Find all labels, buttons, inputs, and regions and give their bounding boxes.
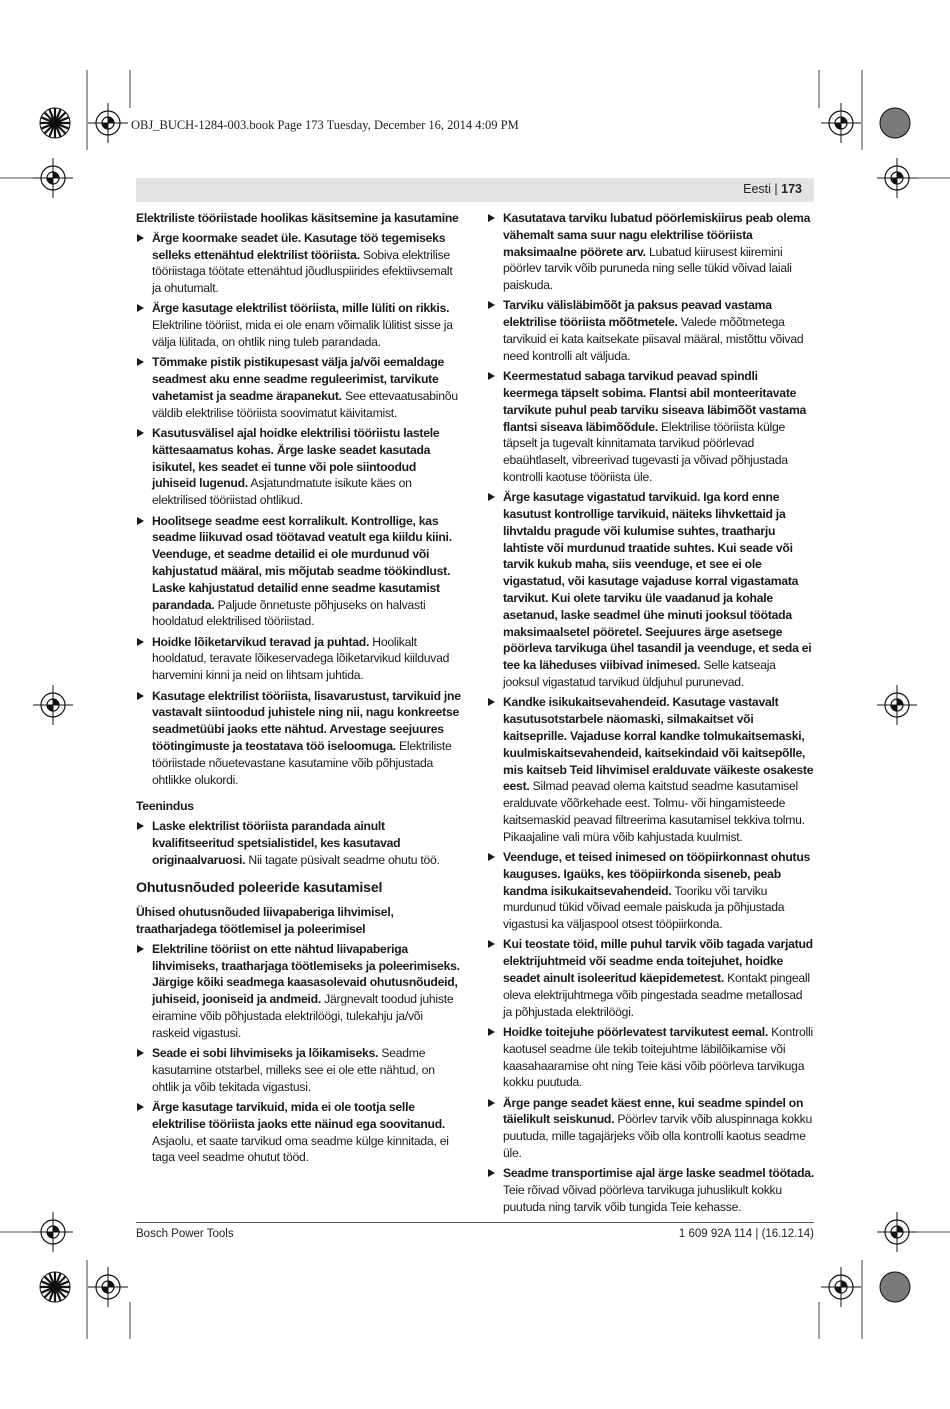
list-item: Kasutage elektrilist tööriista, lisavarustust, tarvikuid jne vastavalt siintoodud juhistele ning nii, nagu konkreetse seadmetüübi jaoks ette nähtud. Arvestage seejuures töötingimuste ja teostatava töö iseloomuga. Elektriliste tööriistade nõuetevastane kasutamine võib põhjustada ohtlikke olukordi. — [136, 688, 463, 789]
triangle-bullet-icon — [137, 234, 144, 242]
handling-list — [136, 230, 463, 789]
triangle-bullet-icon — [488, 940, 495, 948]
print-slug: OBJ_BUCH-1284-003.book Page 173 Tuesday, December 16, 2014 4:09 PM — [131, 118, 519, 132]
section-title-polisher-safety: Ohutusnõuded poleeride kasutamisel — [136, 880, 383, 897]
footer-doc-number: 1 609 92A 114 | (16.12.14) — [678, 1228, 814, 1240]
page-number: 173 — [781, 182, 802, 196]
triangle-bullet-icon — [137, 429, 144, 437]
triangle-bullet-icon — [137, 945, 144, 953]
section-heading-service: Teenindus — [136, 799, 194, 814]
footer-brand: Bosch Power Tools — [136, 1228, 234, 1240]
triangle-bullet-icon — [137, 304, 144, 312]
accessory-safety-list — [487, 210, 814, 1216]
section-heading-handling: Elektriliste tööriistade hoolikas käsitsemine ja kasutamine — [136, 211, 459, 225]
list-item: Kasutatava tarviku lubatud pöörlemiskiirus peab olema vähemalt sama suur nagu elektrilise tööriista maksimaalne pöörete arv. Lubatud kiirusest kiiremini pöörlev tarvik võib puruneda ning selle tükid võivad laiali paiskuda. — [487, 210, 814, 294]
triangle-bullet-icon — [137, 1049, 144, 1057]
triangle-bullet-icon — [488, 853, 495, 861]
list-item: Hoolitsege seadme eest korralikult. Kontrollige, kas seadme liikuvad osad töötavad veatult ega kiildu kiini. Veenduge, et seadme detailid ei ole murdunud või kahjustatud määral, mis mõjutab seadme töökindlust. Laske kahjustatud detailid enne seadme kasutamist parandada. Paljude õnnetuste põhjuseks on halvasti hooldatud elektrilised tööriistad. — [136, 513, 463, 631]
list-item: Hoidke toitejuhe pöörlevatest tarvikutest eemal. Kontrolli kaotusel seadme üle tekib toitejuhtme läbilõikamise või kaasahaaramise oht ning Teie käsi võib pöörleva tarvikuga kokku puutuda. — [487, 1024, 814, 1091]
list-item: Hoidke lõiketarvikud teravad ja puhtad. Hoolikalt hooldatud, teravate lõikeservadega lõiketarvikud kiilduvad harvemini kinni ja neid on lihtsam juhtida. — [136, 634, 463, 684]
list-item: Kasutusvälisel ajal hoidke elektrilisi tööriistu lastele kättesaamatus kohas. Ärge laske seadet kasutada isikutel, kes seadet ei tunne või pole siintoodud juhiseid lugenud. Asjatundmatute isikute käes on elektrilised tööriistad ohtlikud. — [136, 425, 463, 509]
list-item: Kui teostate töid, mille puhul tarvik võib tagada varjatud elektrijuhtmeid või seadme enda toitejuhet, hoidke seadet ainult isoleeritud käepidemetest. Kontakt pingeall oleva elektrijuhtmega võib pingestada seadme metallosad ja põhjustada elektrilöögi. — [487, 936, 814, 1020]
list-item: Tõmmake pistik pistikupesast välja ja/või eemaldage seadmest aku enne seadme reguleerimist, tarvikute vahetamist ja seadme ärapanekut. See ettevaatusabinõu väldib elektrilise tööriista soovimatut käivitamist. — [136, 354, 463, 421]
polisher-safety-list — [136, 941, 463, 1166]
header-language: Eesti — [743, 182, 771, 196]
triangle-bullet-icon — [137, 1103, 144, 1111]
triangle-bullet-icon — [488, 1099, 495, 1107]
running-header — [136, 178, 814, 202]
triangle-bullet-icon — [488, 214, 495, 222]
service-list — [136, 818, 463, 868]
right-column — [487, 210, 814, 1224]
header-separator: | — [774, 182, 778, 196]
triangle-bullet-icon — [488, 1169, 495, 1177]
triangle-bullet-icon — [488, 493, 495, 501]
triangle-bullet-icon — [137, 358, 144, 366]
triangle-bullet-icon — [488, 301, 495, 309]
list-item: Ärge kasutage elektrilist tööriista, mille lüliti on rikkis. Elektriline tööriist, mida ei ole enam võimalik lülitist sisse ja välja lülitada, on ohtlik ning tuleb parandada. — [136, 300, 463, 350]
list-item: Ärge koormake seadet üle. Kasutage töö tegemiseks selleks ettenähtud elektrilist tööriista. Sobiva elektrilise tööriistaga töötate ettenähtud jõudluspiirides efektiivsemalt ja ohutumalt. — [136, 230, 463, 297]
list-item: Veenduge, et teised inimesed on tööpiirkonnast ohutus kauguses. Igaüks, kes tööpiirkonda siseneb, peab kandma isikukaitsevahendeid. Tooriku või tarviku murdunud tükid võivad eemale paiskuda ja põhjustada vigastusi ka väljaspool otsest tööpiirkonda. — [487, 849, 814, 933]
triangle-bullet-icon — [137, 517, 144, 525]
subsection-heading-common-safety: Ühised ohutusnõuded liivapaberiga lihvimisel, traatharjadega töötlemisel ja poleerimisel — [136, 905, 394, 937]
triangle-bullet-icon — [137, 822, 144, 830]
triangle-bullet-icon — [488, 1028, 495, 1036]
footer-rule — [136, 1222, 814, 1223]
list-item: Tarviku välisläbimõõt ja paksus peavad vastama elektrilise tööriista mõõtmetele. Valede mõõtmetega tarvikuid ei kata kaitsekate piisaval määral, mistõttu võivad need kontrolli alt väljuda. — [487, 297, 814, 364]
list-item: Ärge kasutage vigastatud tarvikuid. Iga kord enne kasutust kontrollige tarvikuid, näiteks lihvkettaid ja lihvtaldu pragude või kulumise suhtes, traatharju lahtiste või murdunud traatide suhtes. Kui seade või tarvik kukub maha, siis veenduge, et see ei ole vigastatud, või kasutage vajaduse korral vigastamata tarvikut. Kui olete tarviku üle vaadanud ja kohale asetanud, laske seadmel ühe minuti jooksul töötada maksimaalsetel pööretel. Seejuures ärge asetsege pöörleva tarvikuga ühel tasandil ja veenduge, et seda ei tee ka läheduses viibivad inimesed. Selle katseaja jooksul vigastatud tarvikud üldjuhul purunevad. — [487, 489, 814, 691]
triangle-bullet-icon — [137, 638, 144, 646]
list-item: Seadme transportimise ajal ärge laske seadmel töötada. Teie rõivad võivad pöörleva tarvikuga juhuslikult kokku puutuda ning tarvik võib tungida Teie kehasse. — [487, 1165, 814, 1215]
list-item: Ärge pange seadet käest enne, kui seadme spindel on täielikult seiskunud. Pöörlev tarvik võib aluspinnaga kokku puutuda, mille tagajärjeks võib olla kontrolli kaotus seadme üle. — [487, 1095, 814, 1162]
triangle-bullet-icon — [137, 692, 144, 700]
list-item: Laske elektrilist tööriista parandada ainult kvalifitseeritud spetsialistidel, kes kasutavad originaalvaruosi. Nii tagate püsivalt seadme ohutu töö. — [136, 818, 463, 868]
running-header-text — [743, 182, 802, 196]
list-item: Elektriline tööriist on ette nähtud liivapaberiga lihvimiseks, traatharjaga töötlemiseks ja poleerimiseks. Järgige kõiki seadmega kaasasolevaid ohutusnõudeid, juhiseid, jooniseid ja andmeid. Järgnevalt toodud juhiste eiramine võib põhjustada elektrilöögi, tulekahju ja/või raskeid vigastusi. — [136, 941, 463, 1042]
left-column — [136, 210, 463, 1174]
list-item: Seade ei sobi lihvimiseks ja lõikamiseks. Seadme kasutamine otstarbel, milleks see ei ole ette nähtud, on ohtlik ja võib tekitada vigastusi. — [136, 1045, 463, 1095]
triangle-bullet-icon — [488, 698, 495, 706]
list-item: Keermestatud sabaga tarvikud peavad spindli keermega täpselt sobima. Flantsi abil monteeritavate tarvikute puhul peab tarviku siseava läbimõõt vastama flantsi siseava läbimõõdule. Elektrilise tööriista külge täpselt ja tugevalt kinnitamata tarvikud pöörlevad ebaühtlaselt, vibreerivad tugevasti ja võivad põhjustada kontrolli kaotuse tööriista üle. — [487, 368, 814, 486]
list-item: Ärge kasutage tarvikuid, mida ei ole tootja selle elektrilise tööriista jaoks ette näinud ega soovitanud. Asjaolu, et saate tarvikud oma seadme külge kinnitada, ei taga veel seadme ohutut tööd. — [136, 1099, 463, 1166]
triangle-bullet-icon — [488, 372, 495, 380]
list-item: Kandke isikukaitsevahendeid. Kasutage vastavalt kasutusotstarbele näomaski, silmakaitset või kaitseprille. Vajaduse korral kandke tolmukaitsemaski, kuulmiskaitsevahendeid, kaitsekindaid või kaitsepõlle, mis kaitseb Teid lihvimisel eralduvate väikeste osakeste eest. Silmad peavad olema kaitstud seadme kasutamisel eralduvate võõrkehade eest. Tolmu- või hingamisteede kaitsemaskid peavad filtreerima kasutamisel tekkiva tolmu. Pikaajaline vali müra võib kahjustada kuulmist. — [487, 694, 814, 845]
